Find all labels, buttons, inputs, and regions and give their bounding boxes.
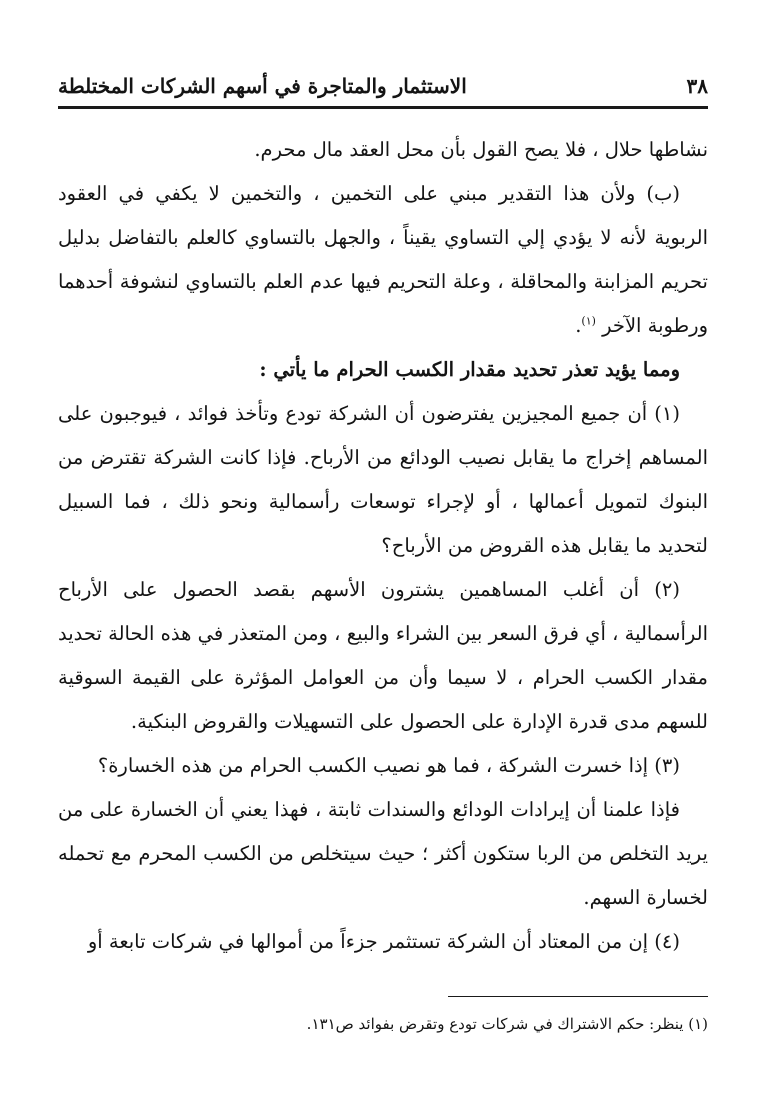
paragraph-item-1: (١) أن جميع المجيزين يفترضون أن الشركة تودع وتأخذ فوائد ، فيوجبون على المساهم إخراج ما يقابل نصيب الودائع من الأرباح. فإذا كانت الشركة تقترض من البنوك لتمويل أعمالها ، أو لإجراء توسعات رأسمالية ونحو ذلك ، فما السبيل لتحديد ما يقابل هذه القروض من الأرباح؟	[58, 402, 708, 557]
header-rule	[58, 106, 708, 109]
section-subheading: ومما يؤيد تعذر تحديد مقدار الكسب الحرام ما يأتي :	[259, 358, 680, 381]
paragraph-item-4: (٤) إن من المعتاد أن الشركة تستثمر جزءاً من أموالها في شركات تابعة أو	[87, 930, 680, 953]
page-number: ٣٨	[686, 74, 708, 98]
paragraph-item-3-continued: فإذا علمنا أن إيرادات الودائع والسندات ثابتة ، فهذا يعني أن الخسارة على من يريد التخلص من الربا ستكون أكثر ؛ حيث سيتخلص من الكسب المحرم مع تحمله لخسارة السهم.	[58, 798, 708, 909]
paragraph-b-text: (ب) ولأن هذا التقدير مبني على التخمين ، والتخمين لا يكفي في العقود الربوية لأنه لا يؤدي إلي التساوي يقيناً ، والجهل بالتساوي كالعلم بالتفاضل بدليل تحريم المزابنة والمحاقلة ، وعلة التحريم فيها عدم العلم بالتساوي لنشوفة أحدهما ورطوبة الآخر	[58, 182, 708, 337]
footnote-rule	[448, 996, 708, 997]
footnote-reference: (١)	[581, 314, 596, 328]
paragraph-continuation: نشاطها حلال ، فلا يصح القول بأن محل العقد مال محرم.	[254, 138, 708, 161]
page-header	[58, 72, 708, 106]
paragraph-item-2: (٢) أن أغلب المساهمين يشترون الأسهم بقصد الحصول على الأرباح الرأسمالية ، أي فرق السعر بين الشراء والبيع ، ومن المتعذر في هذه الحالة تحديد مقدار الكسب الحرام ، لا سيما وأن من العوامل المؤثرة على القيمة السوقية للسهم مدى قدرة الإدارة على الحصول على التسهيلات والقروض البنكية.	[58, 578, 708, 733]
paragraph-item-3: (٣) إذا خسرت الشركة ، فما هو نصيب الكسب الحرام من هذه الخسارة؟	[97, 754, 680, 777]
main-text	[58, 128, 708, 964]
paragraph-b-end: .	[575, 314, 582, 337]
paragraph-b	[58, 172, 708, 348]
footnote: (١) ينظر: حكم الاشتراك في شركات تودع وتقرض بفوائد ص١٣١.	[306, 1015, 708, 1033]
running-title: الاستثمار والمتاجرة في أسهم الشركات المختلطة	[58, 74, 467, 98]
